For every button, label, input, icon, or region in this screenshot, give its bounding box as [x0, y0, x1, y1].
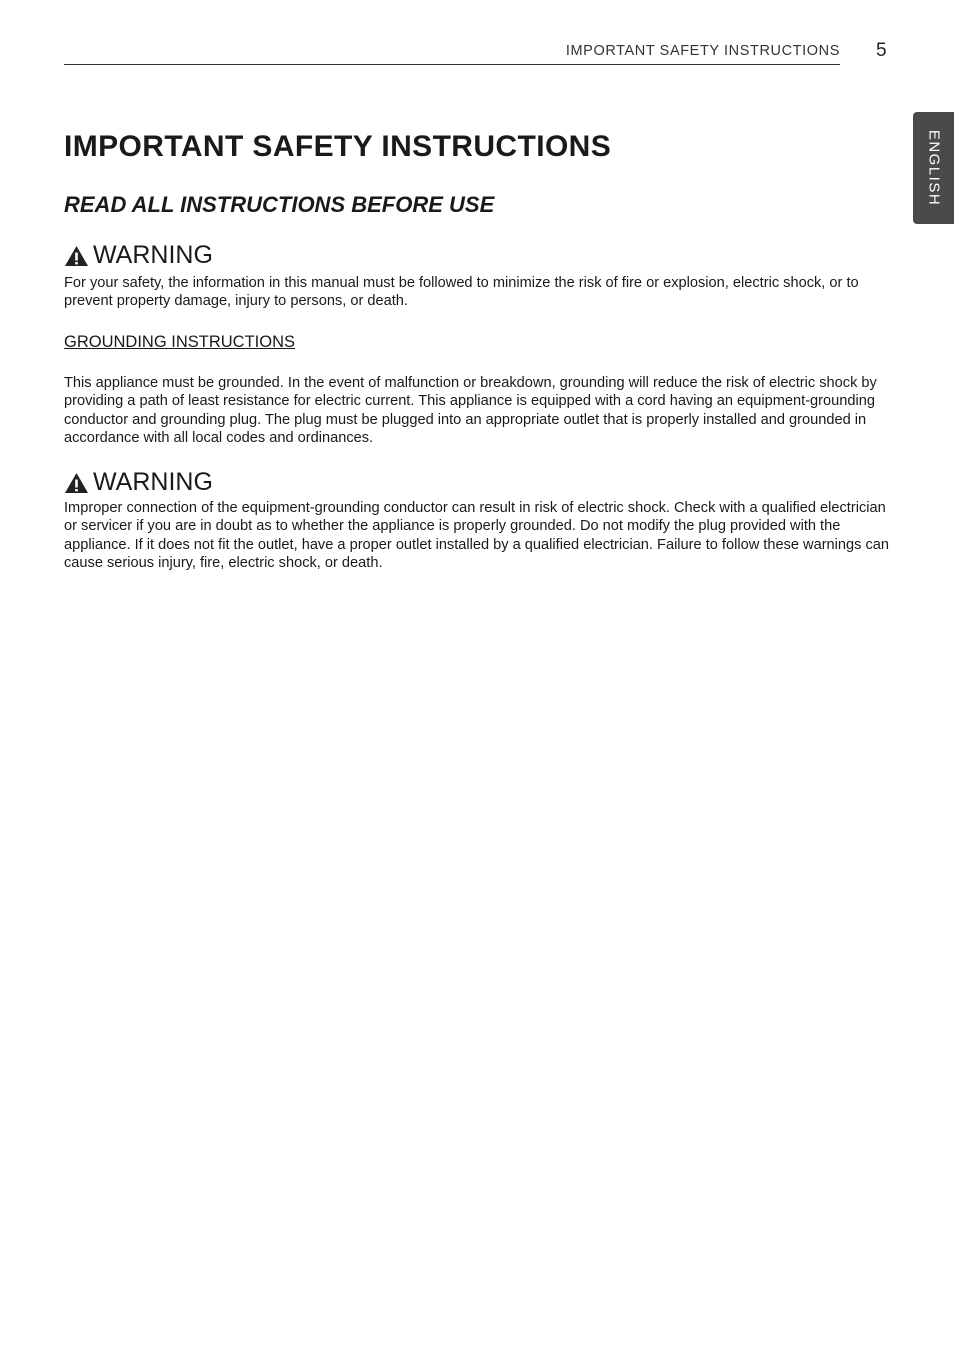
- warning-text-1: For your safety, the information in this manual must be followed to minimize the risk of fire or explosion, electric shock, or to prevent property damage, injury to persons, or death.: [64, 275, 859, 310]
- warning-heading-2: [64, 468, 213, 497]
- warning-text-2: Improper connection of the equipment-grounding conductor can result in risk of electric shock. Check with a qualified electrician or servicer if you are in doubt as to whether the appliance is properly grounded. Do not modify the plug provided with the appliance. If it does not fit the outlet, have a proper outlet installed by a qualified electrician. Failure to follow these warnings can cause serious injury, fire, electric shock, or death.: [64, 500, 890, 572]
- page-number: 5: [876, 40, 887, 61]
- running-header-title: IMPORTANT SAFETY INSTRUCTIONS: [565, 43, 840, 59]
- running-header: [64, 38, 840, 65]
- page-title: IMPORTANT SAFETY INSTRUCTIONS: [64, 130, 612, 163]
- warning-heading-1: [64, 241, 213, 270]
- warning-label-1: WARNING: [93, 241, 213, 269]
- language-tab-label: ENGLISH: [925, 129, 942, 207]
- page-subtitle: READ ALL INSTRUCTIONS BEFORE USE: [64, 192, 495, 217]
- grounding-text: This appliance must be grounded. In the event of malfunction or breakdown, grounding will reduce the risk of electric shock by providing a path of least resistance for electric current. This appliance is equipped with a cord having an equipment-grounding conductor and grounding plug. The plug must be plugged into an appropriate outlet that is properly installed and grounded in accordance with all local codes and ordinances.: [64, 375, 877, 447]
- warning-triangle-icon: [64, 472, 89, 494]
- grounding-heading: GROUNDING INSTRUCTIONS: [64, 333, 295, 351]
- language-tab: [913, 112, 954, 224]
- warning-triangle-icon: [64, 245, 89, 267]
- warning-label-2: WARNING: [93, 468, 213, 496]
